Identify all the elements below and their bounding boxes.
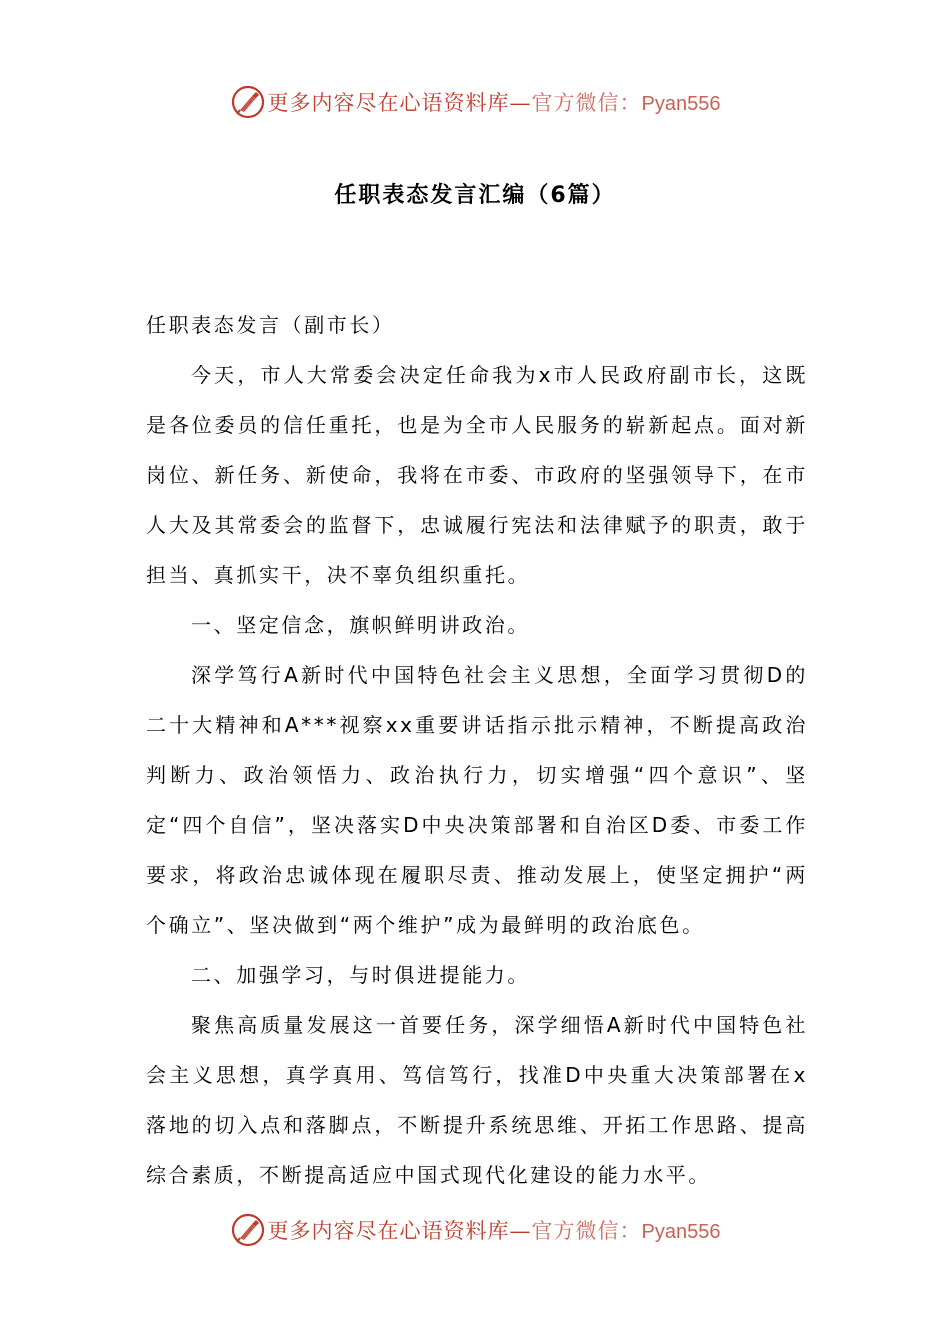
watermark-wechat-id: Pyan556: [641, 93, 721, 115]
watermark-brand: 更多内容尽在心语资料库: [267, 1219, 510, 1243]
watermark-separator: —: [509, 91, 532, 115]
section-title: 任职表态发言（副市长）: [146, 313, 395, 337]
watermark-banner-bottom: [0, 1208, 950, 1252]
document-title: 任职表态发言汇编（6篇）: [334, 183, 616, 208]
watermark-text: [268, 1215, 721, 1245]
document-body: [146, 300, 808, 1200]
watermark-banner-top: [0, 80, 950, 124]
watermark-separator: —: [509, 1219, 532, 1243]
watermark-wechat-label: 官方微信：: [531, 91, 642, 115]
pen-nib-circle-icon: [230, 84, 266, 120]
paragraph: 聚焦高质量发展这一首要任务，深学细悟A新时代中国特色社会主义思想，真学真用、笃信笃行，找准D中央重大决策部署在x落地的切入点和落脚点，不断提升系统思维、开拓工作思路、提高综合素质，不断提高适应中国式现代化建设的能力水平。: [146, 1013, 808, 1187]
watermark-brand: 更多内容尽在心语资料库: [267, 91, 510, 115]
watermark-wechat-label: 官方微信：: [531, 1219, 642, 1243]
paragraph: 今天，市人大常委会决定任命我为x市人民政府副市长，这既是各位委员的信任重托，也是为全市人民服务的崭新起点。面对新岗位、新任务、新使命，我将在市委、市政府的坚强领导下，在市人大及其常委会的监督下，忠诚履行宪法和法律赋予的职责，敢于担当、真抓实干，决不辜负组织重托。: [146, 363, 808, 587]
heading-two: 二、加强学习，与时俱进提能力。: [191, 963, 530, 987]
paragraph: 深学笃行A新时代中国特色社会主义思想，全面学习贯彻D的二十大精神和A***视察xx重要讲话指示批示精神，不断提高政治判断力、政治领悟力、政治执行力，切实增强“四个意识”、坚定“四个自信”，坚决落实D中央决策部署和自治区D委、市委工作要求，将政治忠诚体现在履职尽责、推动发展上，使坚定拥护“两个确立”、坚决做到“两个维护”成为最鲜明的政治底色。: [146, 663, 808, 937]
pen-nib-circle-icon: [230, 1212, 266, 1248]
watermark-wechat-id: Pyan556: [641, 1221, 721, 1243]
heading-one: 一、坚定信念，旗帜鲜明讲政治。: [191, 613, 530, 637]
watermark-text: [268, 87, 721, 117]
